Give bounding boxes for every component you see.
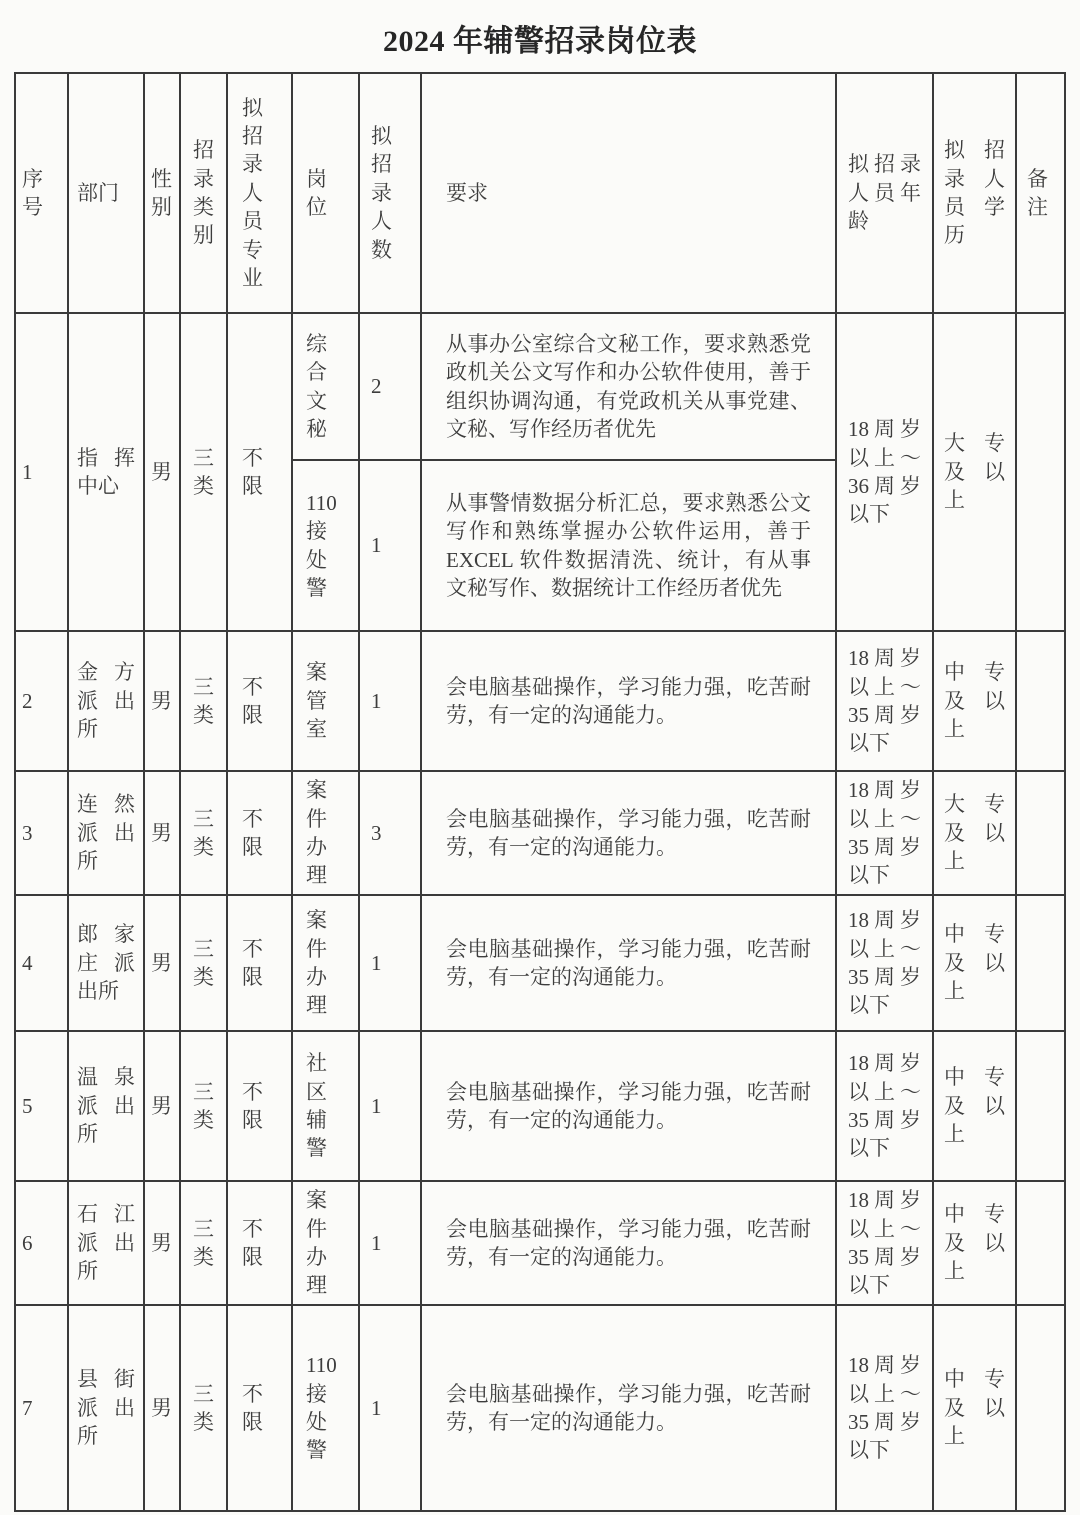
cell-count: 1: [359, 895, 421, 1031]
cell-age: 18周岁以上～35周岁以下: [836, 631, 933, 771]
header-major: 拟招录人员专业: [227, 73, 292, 313]
cell-age: 18周岁以上～35周岁以下: [836, 771, 933, 895]
cell-gender: 男: [144, 771, 180, 895]
cell-category: 三类: [180, 313, 227, 631]
cell-education: 大专及以上: [933, 771, 1016, 895]
cell-category: 三类: [180, 1305, 227, 1511]
cell-major: 不限: [227, 631, 292, 771]
header-remarks: 备注: [1016, 73, 1065, 313]
cell-department: 县街派出所: [68, 1305, 144, 1511]
cell-age: 18周岁以上～35周岁以下: [836, 895, 933, 1031]
cell-remarks: [1016, 1181, 1065, 1305]
header-education: 拟招录人员学历: [933, 73, 1016, 313]
header-category: 招录类别: [180, 73, 227, 313]
cell-count: 1: [359, 1305, 421, 1511]
cell-requirements: 会电脑基础操作，学习能力强，吃苦耐劳，有一定的沟通能力。: [421, 771, 836, 895]
cell-count: 1: [359, 631, 421, 771]
cell-department: 金方派出所: [68, 631, 144, 771]
cell-category: 三类: [180, 631, 227, 771]
cell-serial: 2: [15, 631, 68, 771]
cell-education: 中专及以上: [933, 631, 1016, 771]
cell-gender: 男: [144, 895, 180, 1031]
cell-category: 三类: [180, 895, 227, 1031]
cell-gender: 男: [144, 1181, 180, 1305]
cell-education: 中专及以上: [933, 1181, 1016, 1305]
table-row: [15, 895, 1065, 1031]
cell-department: 温泉派出所: [68, 1031, 144, 1181]
header-gender: 性别: [144, 73, 180, 313]
cell-post: 110接处警: [292, 460, 359, 631]
cell-requirements: 会电脑基础操作，学习能力强，吃苦耐劳，有一定的沟通能力。: [421, 1031, 836, 1181]
cell-category: 三类: [180, 1181, 227, 1305]
cell-remarks: [1016, 1305, 1065, 1511]
cell-serial: 7: [15, 1305, 68, 1511]
cell-serial: 5: [15, 1031, 68, 1181]
cell-count: 1: [359, 1031, 421, 1181]
cell-remarks: [1016, 771, 1065, 895]
table-row: [15, 1181, 1065, 1305]
cell-post: 110接处警: [292, 1305, 359, 1511]
cell-category: 三类: [180, 771, 227, 895]
header-post: 岗位: [292, 73, 359, 313]
cell-post: 案管室: [292, 631, 359, 771]
cell-department: 指挥中心: [68, 313, 144, 631]
cell-department: 连然派出所: [68, 771, 144, 895]
header-department: 部门: [68, 73, 144, 313]
table-row: [15, 771, 1065, 895]
cell-requirements: 会电脑基础操作，学习能力强，吃苦耐劳，有一定的沟通能力。: [421, 895, 836, 1031]
cell-education: 大专及以上: [933, 313, 1016, 631]
cell-gender: 男: [144, 1031, 180, 1181]
cell-gender: 男: [144, 631, 180, 771]
cell-requirements: 会电脑基础操作，学习能力强，吃苦耐劳，有一定的沟通能力。: [421, 631, 836, 771]
cell-major: 不限: [227, 1181, 292, 1305]
cell-remarks: [1016, 1031, 1065, 1181]
cell-post: 案件办理: [292, 771, 359, 895]
cell-major: 不限: [227, 1305, 292, 1511]
header-row: [15, 73, 1065, 313]
cell-post: 综合文秘: [292, 313, 359, 460]
cell-count: 1: [359, 1181, 421, 1305]
cell-post: 案件办理: [292, 1181, 359, 1305]
cell-gender: 男: [144, 1305, 180, 1511]
cell-age: 18周岁以上～35周岁以下: [836, 1181, 933, 1305]
cell-requirements: 会电脑基础操作，学习能力强，吃苦耐劳，有一定的沟通能力。: [421, 1181, 836, 1305]
table-row: [15, 313, 1065, 460]
cell-category: 三类: [180, 1031, 227, 1181]
recruitment-table: [14, 72, 1066, 1512]
cell-count: 1: [359, 460, 421, 631]
cell-gender: 男: [144, 313, 180, 631]
table-row: [15, 1305, 1065, 1511]
table-row: [15, 1031, 1065, 1181]
cell-major: 不限: [227, 895, 292, 1031]
cell-remarks: [1016, 313, 1065, 631]
cell-requirements: 会电脑基础操作，学习能力强，吃苦耐劳，有一定的沟通能力。: [421, 1305, 836, 1511]
cell-department: 郎家庄派出所: [68, 895, 144, 1031]
cell-major: 不限: [227, 1031, 292, 1181]
cell-post: 社区辅警: [292, 1031, 359, 1181]
cell-requirements: 从事警情数据分析汇总，要求熟悉公文写作和熟练掌握办公软件运用，善于 EXCEL 软件数据清洗、统计，有从事文秘写作、数据统计工作经历者优先: [421, 460, 836, 631]
header-requirements: 要求: [421, 73, 836, 313]
cell-education: 中专及以上: [933, 1031, 1016, 1181]
cell-count: 2: [359, 313, 421, 460]
table-row: [15, 631, 1065, 771]
cell-age: 18周岁以上～35周岁以下: [836, 1305, 933, 1511]
header-serial: 序号: [15, 73, 68, 313]
cell-department: 石江派出所: [68, 1181, 144, 1305]
cell-serial: 1: [15, 313, 68, 631]
cell-remarks: [1016, 631, 1065, 771]
cell-serial: 3: [15, 771, 68, 895]
cell-major: 不限: [227, 771, 292, 895]
cell-serial: 6: [15, 1181, 68, 1305]
page-title: 2024 年辅警招录岗位表: [383, 25, 697, 58]
cell-age: 18周岁以上～36周岁以下: [836, 313, 933, 631]
cell-age: 18周岁以上～35周岁以下: [836, 1031, 933, 1181]
cell-major: 不限: [227, 313, 292, 631]
cell-education: 中专及以上: [933, 1305, 1016, 1511]
cell-education: 中专及以上: [933, 895, 1016, 1031]
cell-post: 案件办理: [292, 895, 359, 1031]
cell-remarks: [1016, 895, 1065, 1031]
header-count: 拟招录人数: [359, 73, 421, 313]
header-age: 拟招录人员年龄: [836, 73, 933, 313]
cell-requirements: 从事办公室综合文秘工作，要求熟悉党政机关公文写作和办公软件使用，善于组织协调沟通，有党政机关从事党建、文秘、写作经历者优先: [421, 313, 836, 460]
cell-count: 3: [359, 771, 421, 895]
cell-serial: 4: [15, 895, 68, 1031]
